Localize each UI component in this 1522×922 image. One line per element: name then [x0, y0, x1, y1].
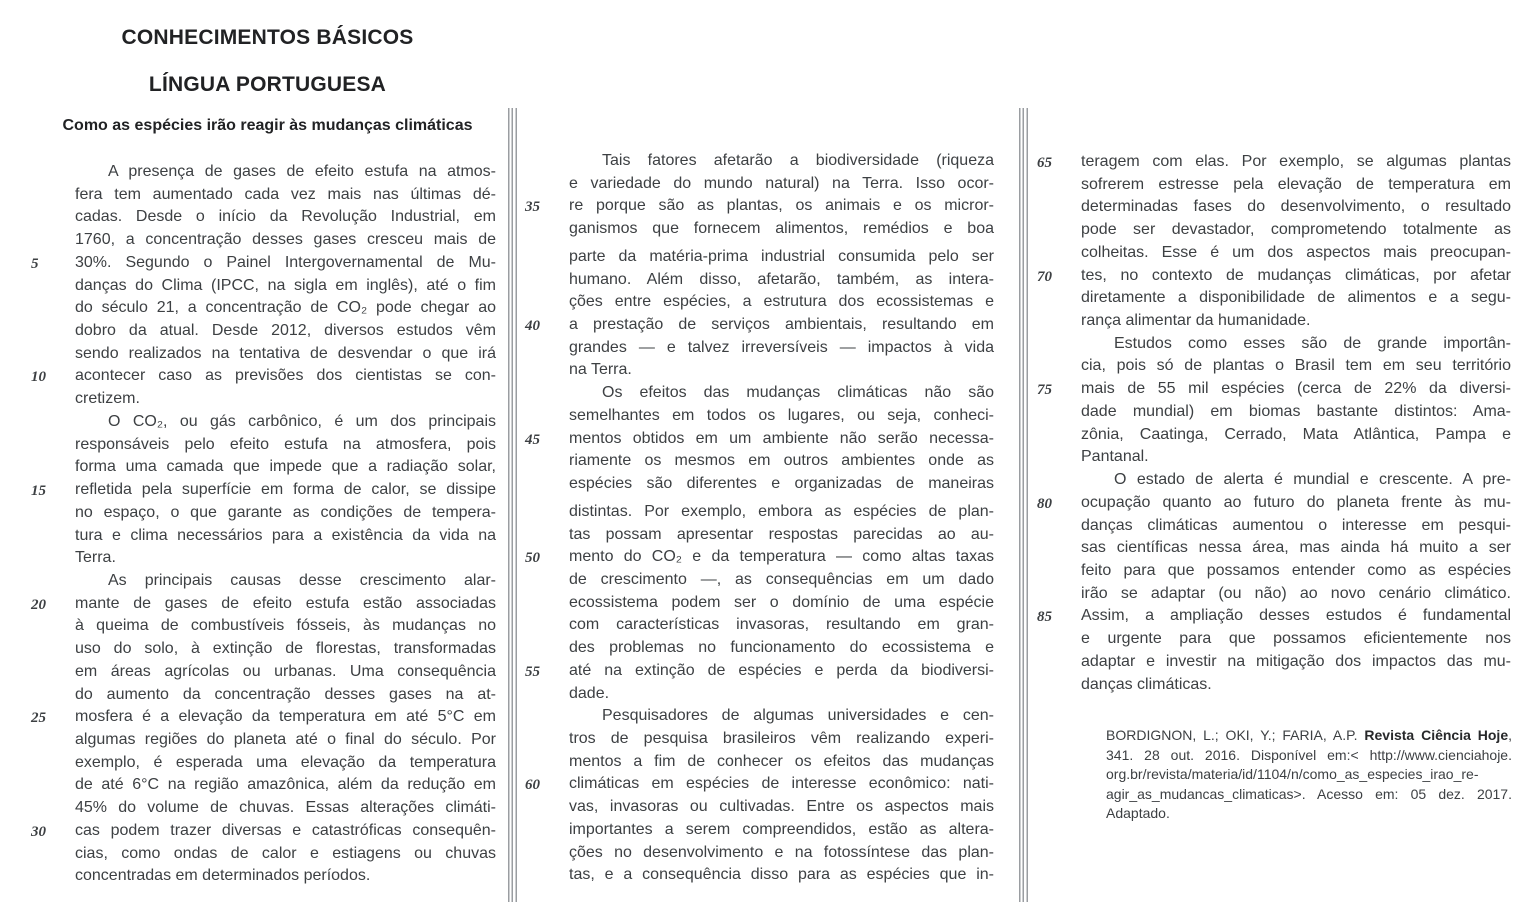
text-line: na Terra.	[569, 361, 632, 379]
text-line: grandes — e talvez irreversíveis — impactos à vida	[569, 338, 994, 356]
line-number: 60	[525, 777, 540, 794]
text-line: importantes a serem compreendidos, estão as altera-	[569, 820, 994, 838]
text-line: tros de pesquisa brasileiros vêm realizando experi-	[569, 729, 994, 747]
text-line: do aumento da concentração desses gases na at-	[75, 685, 496, 703]
text-line: em áreas agrícolas ou urbanas. Uma consequência	[75, 662, 496, 680]
line-number: 50	[525, 550, 540, 567]
text-line: O CO₂, ou gás carbônico, é um dos principais	[108, 412, 496, 430]
text-line: forma uma camada que impede que a radiação solar,	[75, 458, 496, 476]
text-line: distintas. Por exemplo, embora as espécies de plan-	[569, 502, 994, 520]
text-line: cias, como ondas de calor e estiagens ou chuvas	[75, 844, 496, 862]
text-line: 70 tes, no contexto de mudanças climáticas, por afetar	[1081, 265, 1511, 288]
text-line: humano. Além disso, afetarão, também, as intera-	[569, 270, 994, 288]
text-line: sendo realizados na tentativa de desvendar o que irá	[75, 344, 496, 362]
line-number: 80	[1037, 495, 1052, 512]
line-number: 35	[525, 199, 540, 216]
text-line: e variedade do mundo natural) na Terra. Isso ocor-	[569, 174, 994, 192]
text-line: cretizem.	[75, 390, 140, 408]
text-line: adaptar e investir na mitigação dos impactos das mu-	[1081, 652, 1511, 670]
text-line: com características invasoras, resultando em gran-	[569, 616, 994, 634]
text-line: danças climáticas.	[1081, 675, 1212, 693]
text-line: ecossistema podem ser o domínio de uma espécie	[569, 593, 994, 611]
text-line: espécies são diferentes e organizadas de maneiras	[569, 475, 994, 493]
text-line: dobro da atual. Desde 2012, diversos estudos vêm	[75, 322, 496, 340]
section-title: CONHECIMENTOS BÁSICOS	[121, 26, 414, 49]
text-line: e urgente para que possamos eficientemente nos	[1081, 630, 1511, 648]
text-line: mentos a fim de conhecer os efeitos das mudanças	[569, 752, 994, 770]
text-line: rança alimentar da humanidade.	[1081, 312, 1311, 330]
text-line: 85 Assim, a ampliação desses estudos é fundamental	[1081, 605, 1511, 628]
text-line: ganismos que fornecem alimentos, remédios e boa	[569, 220, 994, 238]
text-line: 15 refletida pela superfície em forma de calor, se dissipe	[75, 479, 496, 502]
text-line: algumas regiões do planeta até o final do século. Por	[75, 730, 496, 748]
line-number: 20	[31, 596, 46, 613]
text-line: 5 30%. Segundo o Painel Intergovernamental de Mu-	[75, 252, 496, 275]
text-line: responsáveis pelo efeito estufa na atmosfera, pois	[75, 435, 496, 453]
text-line: exemplo, é esperada uma elevação da temperatura	[75, 753, 496, 771]
citation-block	[1106, 726, 1512, 824]
text-line: A presença de gases de efeito estufa na atmos-	[108, 163, 496, 180]
citation-line: agir_as_mudancas_climaticas>. Acesso em: 05 dez. 2017.	[1106, 785, 1512, 802]
citation-journal-name: Revista Ciência Hoje	[1364, 727, 1509, 743]
text-line: 45 mentos obtidos em um ambiente não serão necessa-	[569, 428, 994, 451]
text-line: 50 mento do CO₂ e da temperatura — como altas taxas	[569, 546, 994, 569]
text-line: As principais causas desse crescimento alar-	[108, 571, 496, 589]
text-line: Pantanal.	[1081, 448, 1149, 466]
text-line: do século 21, a concentração de CO₂ pode chegar ao	[75, 299, 496, 317]
text-line: zônia, Caatinga, Cerrado, Mata Atlântica, Pampa e	[1081, 425, 1511, 443]
text-line: Os efeitos das mudanças climáticas não são	[602, 384, 994, 402]
text-line: 75 mais de 55 mil espécies (cerca de 22% da diversi-	[1081, 378, 1511, 401]
text-line: sofrerem estresse pela elevação de temperatura em	[1081, 175, 1511, 193]
text-line: 20 mante de gases de efeito estufa estão associadas	[75, 593, 496, 616]
text-line: 10 acontecer caso as previsões dos cientistas se con-	[75, 365, 496, 388]
text-line: Terra.	[75, 549, 116, 567]
line-number: 10	[31, 369, 46, 386]
column-separator-2	[1019, 108, 1028, 902]
text-line: riamente os mesmos em outros ambientes onde as	[569, 452, 994, 470]
line-number: 40	[525, 318, 540, 335]
text-title: Como as espécies irão reagir às mudanças climáticas	[62, 117, 473, 134]
text-line: danças climáticas aumentou o interesse em pesqui-	[1081, 516, 1511, 534]
text-line: uso do solo, à extinção de florestas, transformadas	[75, 640, 496, 658]
line-number: 30	[31, 823, 46, 840]
text-line: sas científicas nessa área, mas ainda há muito a ser	[1081, 539, 1511, 557]
text-line: irão se adaptar (ou não) ao novo cenário climático.	[1081, 584, 1511, 602]
column-separator-1	[508, 108, 517, 902]
line-number: 85	[1037, 609, 1052, 626]
text-line: ções entre espécies, a estrutura dos ecossistemas e	[569, 293, 994, 311]
text-line: des problemas no funcionamento do ecossistema e	[569, 639, 994, 657]
text-line: 65 teragem com elas. Por exemplo, se algumas plantas	[1081, 151, 1511, 174]
text-line: 35 re porque são as plantas, os animais e os micror-	[569, 195, 994, 218]
text-line: tas possam apresentar respostas parecidas ao au-	[569, 525, 994, 543]
citation-line: Adaptado.	[1106, 805, 1170, 821]
citation-line: 341. 28 out. 2016. Disponível em:< http://www.cienciahoje.	[1106, 746, 1512, 763]
text-line: concentradas em determinados períodos.	[75, 867, 371, 885]
text-line: danças do Clima (IPCC, na sigla em inglês), até o fim	[75, 276, 496, 294]
text-line: 80 ocupação quanto ao futuro do planeta frente às mu-	[1081, 492, 1511, 515]
line-number: 55	[525, 663, 540, 680]
text-line: dade mundial) em biomas bastante distintos: Ama-	[1081, 402, 1511, 420]
line-number: 45	[525, 431, 540, 448]
text-line: tura e clima necessários para a existência da vida na	[75, 526, 496, 544]
text-column-2	[525, 150, 994, 887]
text-line: no espaço, o que garante as condições de tempera-	[75, 503, 496, 521]
text-column-1	[31, 161, 496, 888]
text-line: 1760, a concentração desses gases cresceu mais de	[75, 231, 496, 249]
text-line: Tais fatores afetarão a biodiversidade (riqueza	[602, 152, 994, 169]
text-line: 40 a prestação de serviços ambientais, resultando em	[569, 314, 994, 337]
text-line: ções no desenvolvimento e na fotossíntese das plan-	[569, 843, 994, 861]
citation-line: org.br/revista/materia/id/1104/n/como_as_especies_irao_re-	[1106, 766, 1479, 782]
text-line: 60 climáticas em espécies de interesse econômico: nati-	[569, 773, 994, 796]
text-line: cia, pois só de plantas o Brasil tem em seu território	[1081, 357, 1511, 375]
text-line: 25 mosfera é a elevação da temperatura em até 5°C em	[75, 706, 496, 729]
text-line: 30 cas podem trazer diversas e catastróficas consequên-	[75, 820, 496, 843]
line-number: 15	[31, 483, 46, 500]
text-line: diretamente a disponibilidade de alimentos e a segu-	[1081, 289, 1511, 307]
text-column-3	[1037, 151, 1511, 696]
line-number: 75	[1037, 382, 1052, 399]
line-number: 25	[31, 710, 46, 727]
text-line: de até 6°C na região amazônica, além da redução em	[75, 776, 496, 794]
text-line: determinadas fases do desenvolvimento, o resultado	[1081, 198, 1511, 216]
line-number: 65	[1037, 155, 1052, 171]
text-line: pode ser devastador, comprometendo totalmente as	[1081, 221, 1511, 239]
text-line: 45% do volume de chuvas. Essas alterações climáti-	[75, 799, 496, 817]
subject-title: LÍNGUA PORTUGUESA	[148, 73, 387, 96]
text-line: vas, invasoras ou cultivadas. Entre os aspectos mais	[569, 798, 994, 816]
text-line: Estudos como esses são de grande importân-	[1114, 334, 1511, 352]
line-number: 70	[1037, 268, 1052, 285]
line-number: 5	[31, 255, 39, 272]
text-line: Pesquisadores de algumas universidades e cen-	[602, 707, 994, 725]
text-line: dade.	[569, 684, 610, 702]
text-line: semelhantes em todos os lugares, ou seja, conheci-	[569, 406, 994, 424]
text-line: O estado de alerta é mundial e crescente. A pre-	[1114, 471, 1511, 489]
text-line: de crescimento —, as consequências em um dado	[569, 570, 994, 588]
text-line: fera tem aumentado cada vez mais nas últimas dé-	[75, 185, 496, 203]
text-line: 55 até na extinção de espécies e perda da biodiversi-	[569, 660, 994, 683]
text-line: à queima de combustíveis fósseis, às mudanças no	[75, 617, 496, 635]
text-line: parte da matéria-prima industrial consumida pelo ser	[569, 247, 994, 265]
citation-line: BORDIGNON, L.; OKI, Y.; FARIA, A.P. Revista Ciência Hoje,	[1106, 727, 1512, 743]
text-line: tas, e a consequência disso para as espécies que in-	[569, 866, 994, 884]
text-line: cadas. Desde o início da Revolução Industrial, em	[75, 208, 496, 226]
text-line: feito para que possamos entender como as espécies	[1081, 561, 1511, 579]
text-line: colheitas. Esse é um dos aspectos mais preocupan-	[1081, 243, 1511, 261]
